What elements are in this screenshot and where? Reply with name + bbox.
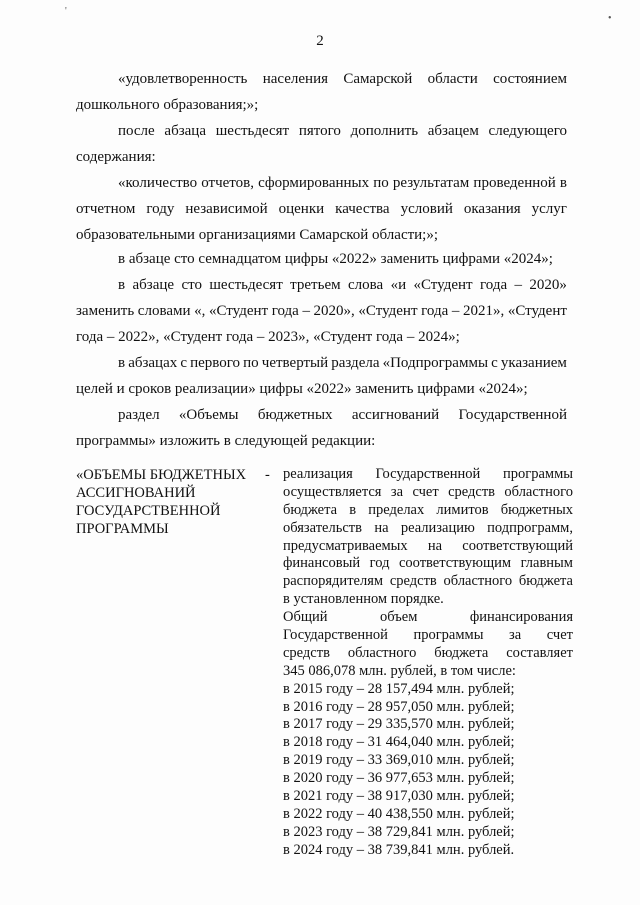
word: – — [514, 277, 523, 293]
word: бюджетных — [257, 407, 333, 423]
word: осуществляется — [283, 483, 382, 500]
table-right-line — [283, 699, 573, 717]
text-line — [76, 298, 567, 324]
word: счет — [546, 627, 573, 644]
table-left-line: ГОСУДАРСТВЕННОЙ — [76, 503, 221, 519]
word: средств — [448, 483, 496, 500]
word: в 2015 году – 28 157,494 млн. рублей; — [283, 680, 515, 697]
word: года — [479, 277, 508, 293]
word: сформированных — [258, 175, 370, 191]
word: Общий — [283, 609, 328, 626]
paragraph — [76, 170, 567, 248]
word: проведенной — [473, 175, 556, 191]
word: соответствующий — [462, 537, 573, 554]
word: 345 086,078 млн. рублей, в том числе: — [283, 662, 516, 679]
word: «Студент — [358, 303, 418, 319]
word: пределах — [368, 501, 425, 518]
word: в абзаце сто семнадцатом цифры «2022» заменить цифрами «2024»; — [118, 251, 553, 267]
table-right-line — [283, 681, 573, 699]
word: четвертый — [261, 355, 329, 371]
paragraph — [76, 246, 567, 272]
word: раздел — [118, 407, 160, 423]
word: заменить — [76, 303, 135, 319]
word: года — [421, 303, 449, 319]
text-line — [76, 92, 567, 118]
text-line — [76, 196, 567, 222]
word: за — [509, 627, 522, 644]
table-right-line — [283, 484, 573, 502]
word: «Студент — [507, 303, 567, 319]
table-dash: - — [265, 467, 270, 483]
word: лимитов — [436, 501, 489, 518]
table-right-line — [283, 806, 573, 824]
word: на — [427, 537, 443, 554]
word: третьем — [290, 277, 341, 293]
text-line — [76, 118, 567, 144]
word: абзаце — [132, 277, 175, 293]
word: населения — [262, 71, 329, 87]
word: абзаца — [164, 123, 206, 139]
table-right-line — [283, 520, 573, 538]
word: следующего — [488, 123, 567, 139]
word: по — [373, 175, 389, 191]
word: указанием — [500, 355, 567, 371]
word: бюджета — [434, 644, 489, 661]
word: «Объемы — [178, 407, 239, 423]
word: году — [146, 201, 175, 217]
word: подпрограмм, — [487, 519, 573, 536]
table-right-line — [283, 591, 573, 609]
table-left-line: «ОБЪЕМЫ БЮДЖЕТНЫХ — [76, 467, 247, 483]
table-right-line — [283, 824, 573, 842]
word: «количество — [118, 175, 198, 191]
word: абзацем — [427, 123, 479, 139]
table-right-line — [283, 573, 573, 591]
table-right-line — [283, 716, 573, 734]
word: бюджетных — [500, 501, 573, 518]
word: главным — [520, 555, 573, 572]
table-right-line — [283, 645, 573, 663]
table-right-cell — [283, 466, 573, 860]
word: в 2019 году – 33 369,010 млн. рублей; — [283, 752, 515, 769]
word: условий — [400, 201, 453, 217]
word: бюджета — [283, 501, 338, 518]
table-left-cell — [76, 466, 266, 538]
word: первого — [190, 355, 241, 371]
word: в 2022 году – 40 438,550 млн. рублей; — [283, 805, 515, 822]
word: сто — [181, 277, 202, 293]
word: услуг — [531, 201, 567, 217]
word: независимой — [185, 201, 268, 217]
word: дошкольного образования;»; — [76, 97, 259, 113]
word: целей и сроков реализации» цифры «2022» заменить цифрами «2024»; — [76, 381, 528, 397]
word: с — [180, 355, 188, 371]
word: в — [118, 277, 126, 293]
table-right-line — [283, 663, 573, 681]
word: в 2017 году – 29 335,570 млн. рублей; — [283, 716, 515, 733]
word: шестьдесят — [215, 123, 290, 139]
word: Самарской — [343, 71, 413, 87]
word: в установленном порядке. — [283, 591, 444, 608]
word: обязательств — [283, 519, 362, 536]
word: на — [374, 519, 389, 536]
word: в 2016 году – 28 957,050 млн. рублей; — [283, 698, 515, 715]
text-line — [76, 376, 567, 402]
text-line — [76, 222, 567, 248]
scan-mark: ' — [65, 6, 67, 17]
table-right-line — [283, 609, 573, 627]
table-right-line — [283, 842, 573, 860]
word: содержания: — [76, 149, 156, 165]
word: отчетном — [76, 201, 136, 217]
word: шестьдесят — [209, 277, 283, 293]
word: счет — [412, 483, 439, 500]
paragraph — [76, 350, 567, 402]
word: в 2024 году – 38 739,841 млн. рублей. — [283, 841, 515, 858]
paragraph — [76, 66, 567, 118]
word: года — [271, 303, 299, 319]
word: программы — [413, 627, 484, 644]
text-line — [76, 170, 567, 196]
word: состоянием — [493, 71, 567, 87]
word: «, — [194, 303, 206, 319]
word: «Подпрограммы — [382, 355, 489, 371]
word: года – 2022», «Студент года – 2023», «Студент года – 2024»; — [76, 329, 460, 345]
word: распорядителям — [283, 573, 384, 590]
word: реализацию — [400, 519, 475, 536]
text-line — [76, 428, 567, 454]
table-left-line: ПРОГРАММЫ — [76, 521, 169, 537]
word: предусматриваемых — [283, 537, 408, 554]
word: раздела — [331, 355, 380, 371]
word: в 2021 году – 38 917,030 млн. рублей; — [283, 788, 515, 805]
word: – — [302, 303, 310, 319]
word: Государственной — [458, 407, 567, 423]
word: финансовый — [283, 555, 361, 572]
word: отчетов, — [201, 175, 254, 191]
text-line — [76, 350, 567, 376]
word: «и — [390, 277, 407, 293]
word: в — [349, 501, 357, 518]
table-right-line — [283, 502, 573, 520]
word: слова — [348, 277, 384, 293]
table-right-line — [283, 538, 573, 556]
word: – — [451, 303, 460, 319]
word: областного — [504, 483, 573, 500]
word: в 2018 году – 31 464,040 млн. рублей; — [283, 734, 515, 751]
word: с — [491, 355, 498, 371]
word: 2020», — [313, 303, 355, 319]
text-line — [76, 324, 567, 350]
word: абзацах — [128, 355, 178, 371]
text-line — [76, 144, 567, 170]
scan-mark: • — [608, 13, 612, 24]
text-line — [76, 402, 567, 428]
table-right-line — [283, 627, 573, 645]
word: области — [427, 71, 478, 87]
table-right-line — [283, 770, 573, 788]
word: бюджета — [518, 573, 573, 590]
table-left-line: АССИГНОВАНИЙ — [76, 485, 196, 501]
table-right-line — [283, 788, 573, 806]
word: объем — [380, 609, 418, 626]
word: областного — [443, 573, 513, 590]
word: результатам — [392, 175, 470, 191]
word: 2020» — [529, 277, 567, 293]
word: за — [390, 483, 404, 500]
word: в — [118, 355, 126, 371]
word: образовательными организациями Самарской области;»; — [76, 227, 439, 243]
word: программы» изложить в следующей редакции: — [76, 433, 376, 449]
word: «Студент — [208, 303, 269, 319]
table-right-line — [283, 555, 573, 573]
table-right-line — [283, 752, 573, 770]
word: Государственной — [283, 627, 388, 644]
word: словами — [137, 303, 191, 319]
word: составляет — [506, 644, 573, 661]
word: соответствующим — [398, 555, 512, 572]
word: после — [118, 123, 155, 139]
table-right-line — [283, 466, 573, 484]
word: Государственной — [375, 466, 481, 482]
word: программы — [503, 466, 573, 482]
paragraph — [76, 402, 567, 454]
paragraph — [76, 272, 567, 350]
word: «удовлетворенность — [118, 71, 248, 87]
word: областного — [347, 644, 417, 661]
word: «Студент — [413, 277, 473, 293]
word: оценки — [278, 201, 325, 217]
text-line — [76, 66, 567, 92]
word: год — [369, 555, 390, 572]
word: средств — [283, 644, 330, 661]
text-line — [76, 246, 567, 272]
word: качества — [335, 201, 390, 217]
word: пятого — [298, 123, 341, 139]
word: 2021», — [462, 303, 505, 319]
word: в 2020 году – 36 977,653 млн. рублей; — [283, 770, 515, 787]
word: средств — [389, 573, 437, 590]
page-number: 2 — [316, 33, 324, 49]
word: финансирования — [469, 609, 573, 626]
word: ассигнований — [351, 407, 440, 423]
word: в 2023 году – 38 729,841 млн. рублей; — [283, 823, 515, 840]
word: дополнить — [350, 123, 419, 139]
table-right-line — [283, 734, 573, 752]
word: оказания — [463, 201, 521, 217]
text-line — [76, 272, 567, 298]
word: по — [243, 355, 259, 371]
word: реализация — [283, 466, 353, 482]
word: в — [559, 175, 567, 191]
paragraph — [76, 118, 567, 170]
